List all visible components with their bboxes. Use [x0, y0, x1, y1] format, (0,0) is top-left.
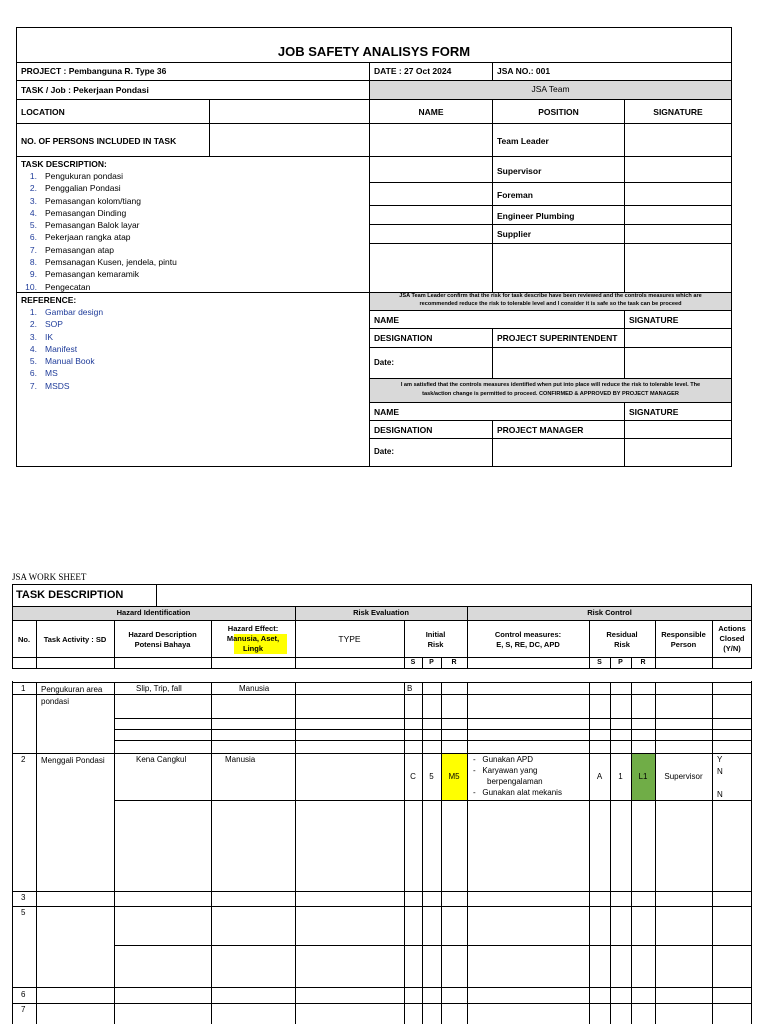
leader-signature-label: SIGNATURE — [629, 315, 679, 325]
list-item: - Gunakan alat mekanis — [473, 788, 562, 797]
row1-no: 1 — [21, 684, 26, 693]
row2-initial-p: 5 — [429, 772, 434, 781]
row2-action-1: Y — [717, 755, 723, 764]
list-item: 4. Pemasangan Dinding — [29, 207, 127, 218]
list-item: 5. Manual Book — [29, 356, 95, 367]
leader-confirm-line-1: JSA Team Leader confirm that the risk for task describe have been reviewed and the controls measures which are — [399, 293, 702, 299]
header-hazard-effect: Hazard Effect: — [227, 624, 279, 633]
position-foreman: Foreman — [497, 190, 533, 200]
list-item: 3. IK — [29, 331, 54, 342]
row2-residual-s: A — [596, 772, 603, 781]
row1-hazard: Slip, Trip, fall — [136, 684, 182, 693]
reference-list — [21, 306, 361, 392]
row2-residual-r: L1 — [638, 772, 648, 781]
header-control-codes: E, S, RE, DC, APD — [496, 640, 560, 649]
row2-residual-p: 1 — [618, 772, 623, 781]
position-engineer-plumbing: Engineer Plumbing — [497, 211, 575, 221]
task-list — [21, 170, 361, 293]
header-initial-s: S — [410, 659, 416, 666]
row6-no: 6 — [21, 990, 26, 999]
form-title: JOB SAFETY ANALISYS FORM — [277, 44, 471, 59]
pm-name-label: NAME — [374, 407, 400, 417]
header-residual-risk: Risk — [614, 640, 630, 649]
header-initial-risk: Risk — [427, 640, 444, 649]
header-task-activity: Task Activity : SD — [43, 635, 107, 644]
list-item: 8. Pemsanagan Kusen, jendela, pintu — [29, 257, 177, 268]
group-risk-evaluation: Risk Evaluation — [353, 608, 409, 617]
header-residual-s: S — [597, 659, 602, 666]
header-initial-r: R — [451, 659, 457, 666]
list-item: - Karyawan yang — [473, 766, 538, 775]
header-hazard-effect-types: Manusia, Aset, — [226, 634, 280, 643]
header-type: TYPE — [338, 634, 361, 644]
task-description-label: TASK DESCRIPTION: — [21, 159, 107, 169]
header-hazard-effect-lingk: Lingk — [243, 644, 263, 653]
project-superintendent: PROJECT SUPERINTENDENT — [497, 333, 618, 343]
leader-designation-label: DESIGNATION — [374, 333, 433, 343]
position-team-leader: Team Leader — [497, 136, 549, 146]
pm-confirm-line-1: I am satisfied that the controls measures identified when put into place will reduce the risk to tolerable level. The — [400, 382, 701, 388]
header-actions-closed: Closed — [719, 634, 745, 643]
list-item: 2. Penggalian Pondasi — [29, 183, 121, 194]
position-supervisor: Supervisor — [497, 166, 542, 176]
header-actions: Actions — [718, 624, 746, 633]
task-job-field: TASK / Job : Pekerjaan Pondasi — [21, 85, 149, 95]
pm-signature-label: SIGNATURE — [629, 407, 679, 417]
row1-activity-2: pondasi — [41, 697, 70, 706]
list-item: 2. SOP — [29, 319, 63, 330]
list-item: 1. Gambar design — [29, 307, 104, 317]
list-item: - Gunakan APD — [473, 755, 534, 764]
row2-initial-s: C — [410, 772, 416, 781]
header-hazard-description: Hazard Description — [128, 630, 197, 639]
list-item: berpengalaman — [487, 777, 543, 786]
header-initial: Initial — [425, 630, 446, 639]
list-item: 7. Pemasangan atap — [29, 244, 114, 255]
list-item: 10. Pengecatan — [25, 281, 91, 292]
row2-responsible: Supervisor — [664, 772, 703, 781]
list-item: 4. Manifest — [29, 343, 78, 354]
header-residual-r: R — [640, 659, 646, 666]
header-control-measures: Control measures: — [494, 630, 562, 639]
project-field: PROJECT : Pembanguna R. Type 36 — [21, 66, 167, 76]
leader-confirm-line-2: recommended reduce the risk to tolerable level and I consider it is safe so the task can be proceed — [419, 301, 682, 307]
list-item: 1. Pengukuran pondasi — [29, 171, 123, 181]
date-field: DATE : 27 Oct 2024 — [374, 66, 452, 76]
worksheet-caption: JSA WORK SHEET — [12, 572, 87, 582]
list-item: 7. MSDS — [29, 380, 70, 391]
row2-hazard: Kena Cangkul — [136, 755, 187, 764]
header-no: No. — [17, 635, 31, 644]
row1-activity: Pengukuran area — [41, 685, 103, 694]
row2-effect: Manusia — [225, 755, 256, 764]
row2-controls — [473, 754, 587, 798]
row2-no: 2 — [21, 755, 26, 764]
col-name: NAME — [418, 107, 444, 117]
col-signature: SIGNATURE — [653, 107, 703, 117]
header-responsible: Responsible — [661, 630, 706, 639]
leader-date-label: Date: — [374, 358, 395, 367]
row1-initial-s: B — [407, 684, 413, 693]
persons-label: NO. OF PERSONS INCLUDED IN TASK — [21, 136, 177, 146]
header-actions-yn: (Y/N) — [723, 644, 741, 653]
header-residual-p: P — [618, 659, 623, 666]
pm-designation-label: DESIGNATION — [374, 425, 433, 435]
group-hazard-identification: Hazard Identification — [116, 608, 191, 617]
list-item: 5. Pemasangan Balok layar — [29, 220, 140, 231]
header-potensi-bahaya: Potensi Bahaya — [134, 640, 191, 649]
row2-initial-r: M5 — [448, 772, 460, 781]
header-initial-p: P — [429, 659, 434, 666]
row3-no: 3 — [21, 893, 26, 902]
jsa-team-heading: JSA Team — [531, 84, 570, 94]
col-position: POSITION — [538, 107, 579, 117]
list-item: 6. Pekerjaan rangka atap — [29, 232, 131, 243]
location-label: LOCATION — [21, 107, 65, 117]
row2-action-3: N — [717, 790, 723, 799]
list-item: 3. Pemasangan kolom/tiang — [29, 195, 141, 206]
row2-action-2: N — [717, 767, 723, 776]
row2-activity: Menggali Pondasi — [41, 756, 105, 765]
list-item: 9. Pemasangan kemaramik — [29, 269, 140, 280]
leader-name-label: NAME — [374, 315, 400, 325]
reference-label: REFERENCE: — [21, 295, 77, 305]
pm-date-label: Date: — [374, 447, 395, 456]
header-residual: Residual — [606, 630, 638, 639]
row7-no: 7 — [21, 1005, 26, 1014]
list-item: 6. MS — [29, 368, 58, 379]
jsa-no-field: JSA NO.: 001 — [497, 66, 551, 76]
group-risk-control: Risk Control — [587, 608, 632, 617]
position-supplier: Supplier — [497, 229, 532, 239]
row5-no: 5 — [21, 908, 26, 917]
row1-effect: Manusia — [239, 684, 270, 693]
pm-confirm-line-2: task/action change is permitted to proceed. CONFIRMED & APPROVED BY PROJECT MANAGER — [422, 391, 679, 397]
project-manager: PROJECT MANAGER — [497, 425, 584, 435]
header-responsible-person: Person — [670, 640, 697, 649]
worksheet-task-description: TASK DESCRIPTION — [16, 589, 124, 601]
